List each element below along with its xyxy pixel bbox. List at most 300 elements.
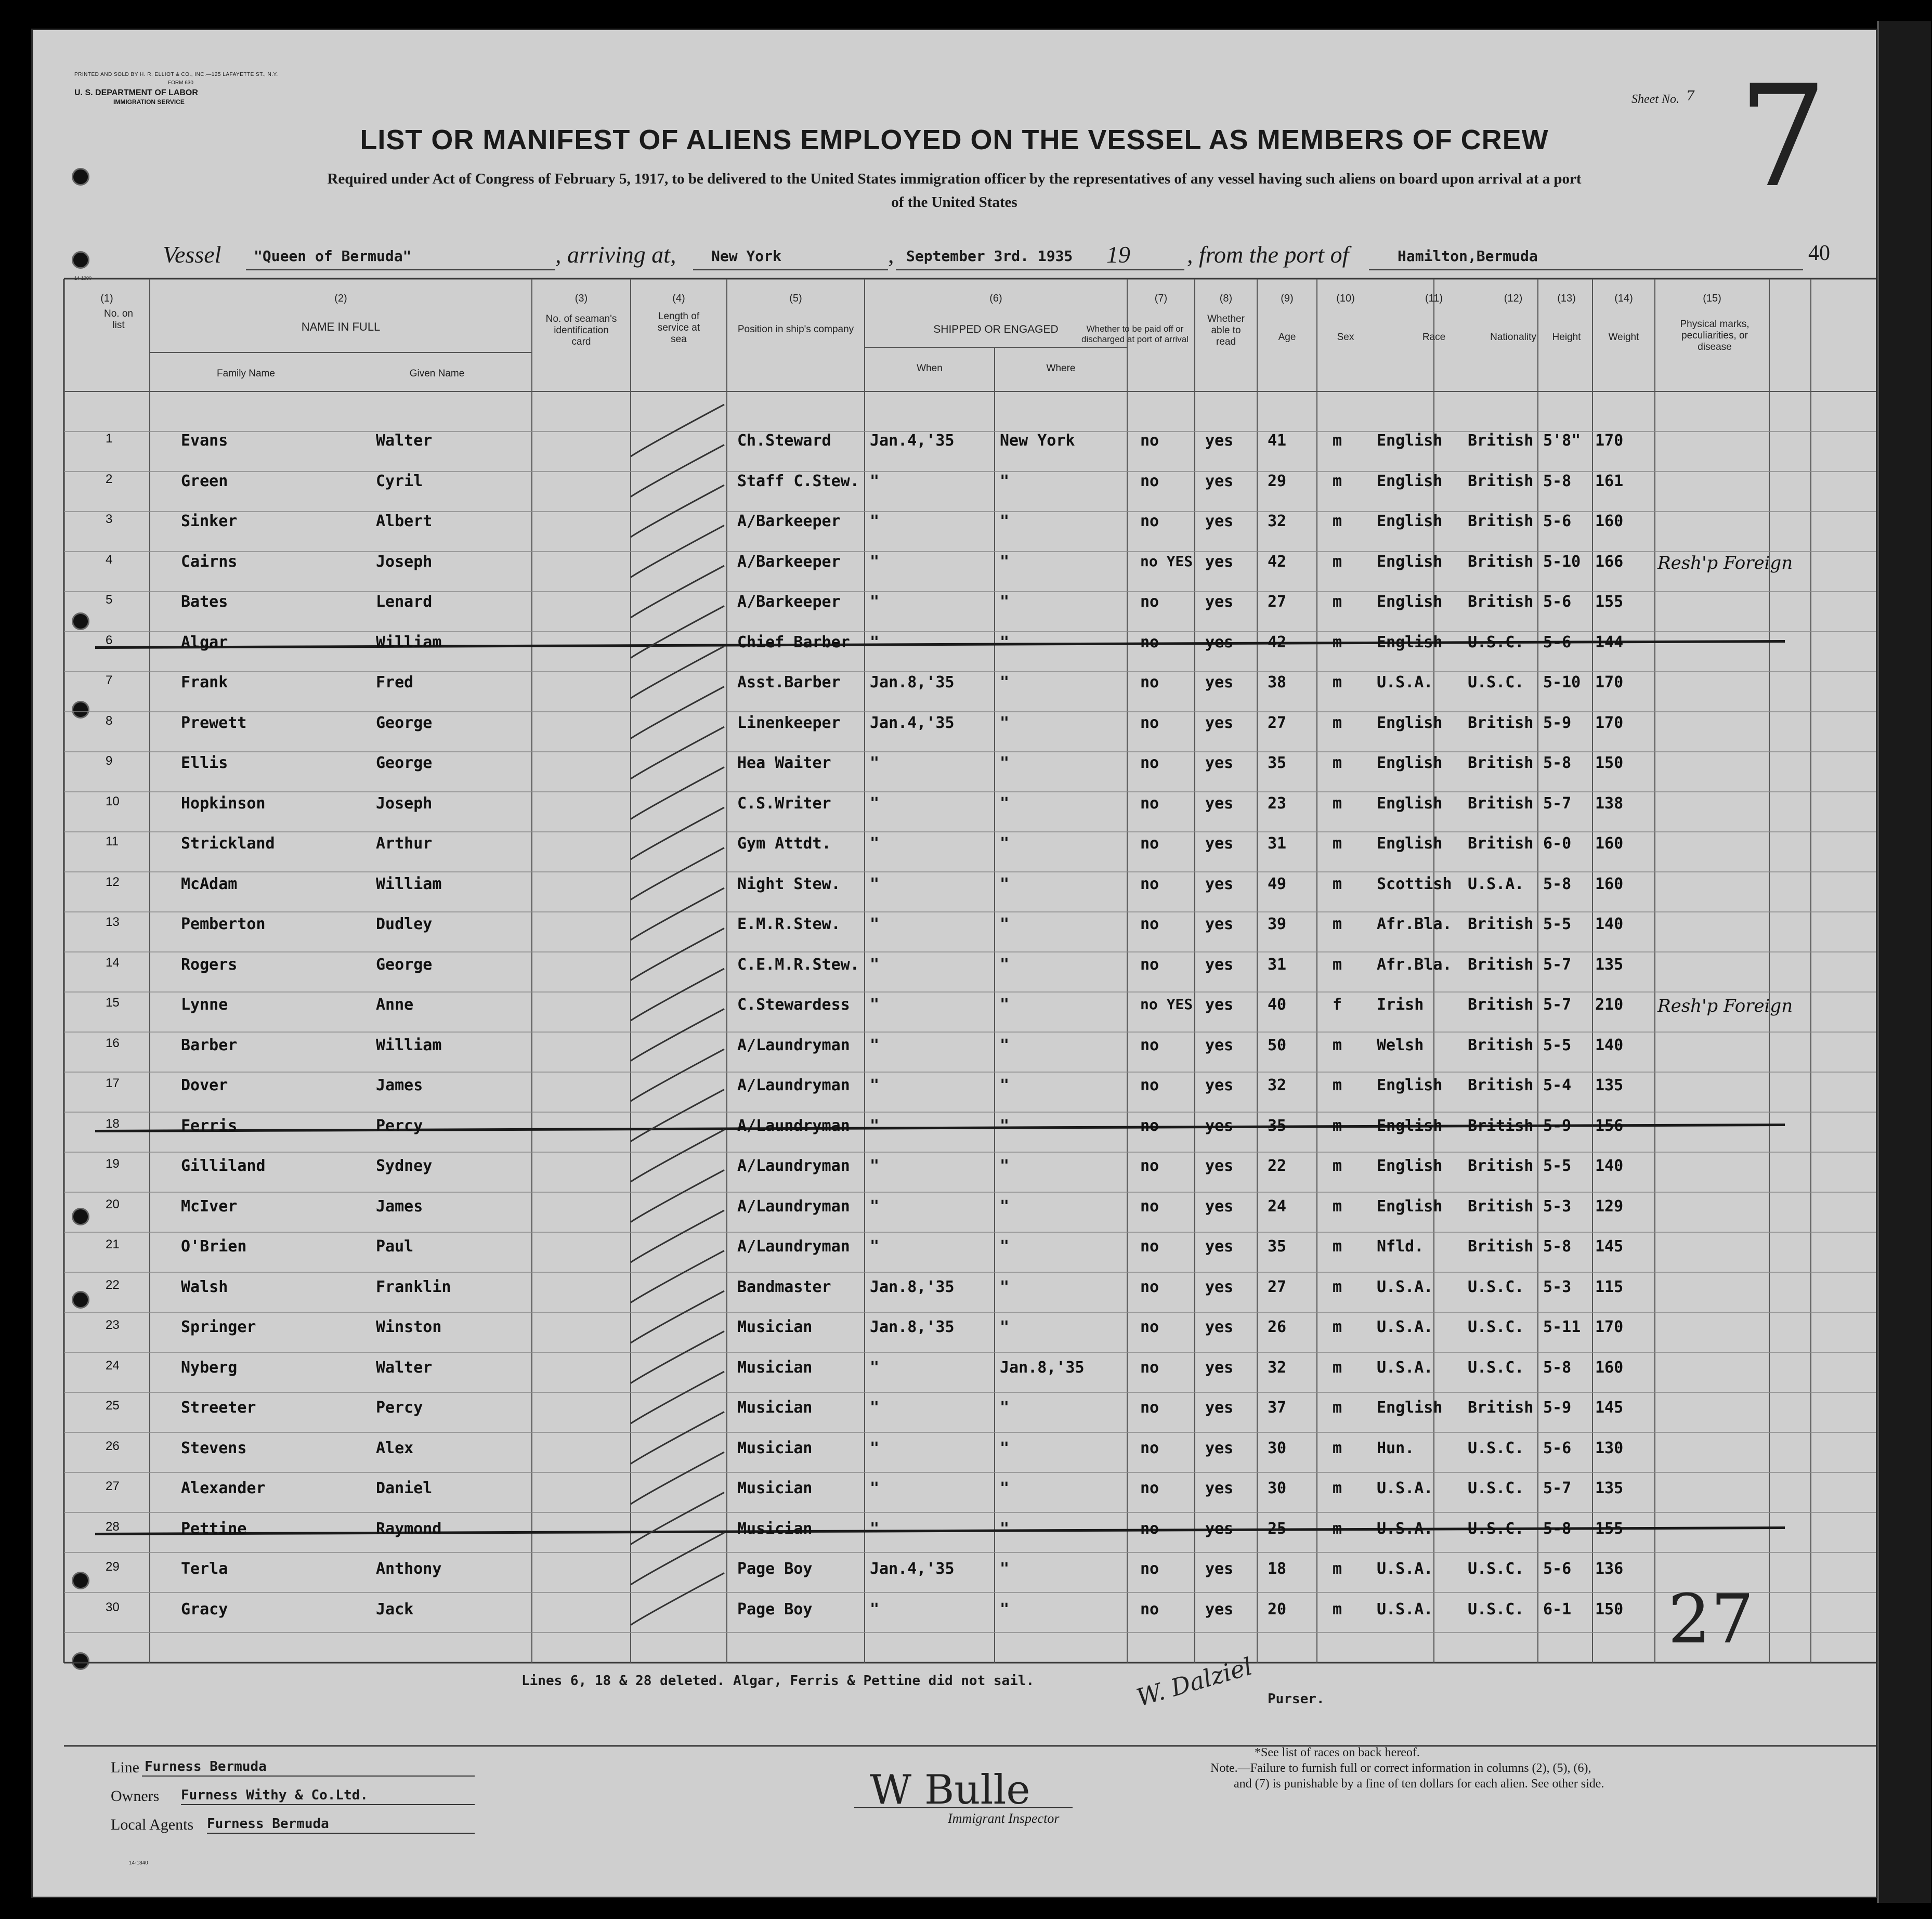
age: 50 <box>1268 1036 1287 1054</box>
race: Afr.Bla. <box>1377 915 1452 933</box>
service-check-mark <box>631 1573 724 1625</box>
height: 5-10 <box>1543 552 1581 571</box>
col-5-label: Position in ship's company <box>737 324 854 335</box>
shipped-where: " <box>1000 754 1010 772</box>
shipped-when: " <box>870 1519 880 1538</box>
weight: 138 <box>1595 794 1624 813</box>
weight: 170 <box>1595 673 1624 691</box>
height: 5-8 <box>1543 472 1572 490</box>
race: U.S.A. <box>1377 1277 1433 1296</box>
col-2-number: (2) <box>334 293 347 304</box>
able-to-read: yes <box>1205 552 1234 571</box>
nationality: U.S.C. <box>1468 673 1524 691</box>
paid-off: no <box>1140 432 1159 450</box>
able-to-read: yes <box>1205 1318 1234 1336</box>
given-name: James <box>376 1197 423 1216</box>
age: 26 <box>1268 1318 1287 1336</box>
service-check-mark <box>631 1533 724 1585</box>
shipped-where: " <box>1000 1076 1010 1094</box>
nationality: British <box>1468 1197 1534 1216</box>
family-name: Pettine <box>181 1519 247 1538</box>
family-name: Gracy <box>181 1600 228 1618</box>
weight: 115 <box>1595 1277 1624 1296</box>
col-2-label: NAME IN FULL <box>301 320 381 333</box>
paid-off: no YES <box>1140 996 1193 1013</box>
family-name: Lynne <box>181 996 228 1014</box>
shipped-where: " <box>1000 1197 1010 1216</box>
form-number: FORM 630 <box>168 80 193 86</box>
nationality: British <box>1468 593 1534 611</box>
shipped-where: " <box>1000 593 1010 611</box>
able-to-read: yes <box>1205 1277 1234 1296</box>
col-9-label: Age <box>1278 332 1296 343</box>
family-name: McIver <box>181 1197 238 1216</box>
shipped-where: " <box>1000 633 1010 651</box>
paid-off: no <box>1140 794 1159 813</box>
family-name: Ellis <box>181 754 228 772</box>
shipped-where: Jan.8,'35 <box>1000 1358 1085 1377</box>
nationality: British <box>1468 1157 1534 1175</box>
paid-off: no <box>1140 633 1159 651</box>
height: 5-5 <box>1543 915 1572 933</box>
sex: m <box>1333 1399 1342 1417</box>
paid-off: no <box>1140 1197 1159 1216</box>
given-name: Fred <box>376 673 414 691</box>
family-name: Walsh <box>181 1277 228 1296</box>
paid-off: no <box>1140 713 1159 732</box>
shipped-when: Jan.4,'35 <box>870 1560 955 1578</box>
able-to-read: yes <box>1205 1237 1234 1256</box>
given-name: James <box>376 1076 423 1094</box>
service-check-mark <box>631 888 724 940</box>
sex: m <box>1333 633 1342 651</box>
able-to-read: yes <box>1205 794 1234 813</box>
nationality: U.S.A. <box>1468 874 1524 893</box>
service-check-mark <box>631 969 724 1021</box>
col-11-label: Race <box>1422 332 1446 343</box>
able-to-read: yes <box>1205 754 1234 772</box>
service-check-mark <box>631 807 724 859</box>
row-number: 21 <box>106 1237 120 1251</box>
sex: m <box>1333 1036 1342 1054</box>
shipped-when: " <box>870 834 880 853</box>
paid-off: no <box>1140 593 1159 611</box>
position: Musician <box>737 1439 813 1457</box>
able-to-read: yes <box>1205 834 1234 853</box>
col-14-number: (14) <box>1614 293 1633 304</box>
col-13-number: (13) <box>1557 293 1576 304</box>
family-name: Hopkinson <box>181 794 266 813</box>
age: 30 <box>1268 1439 1287 1457</box>
shipped-where: " <box>1000 1560 1010 1578</box>
position: Musician <box>737 1519 813 1538</box>
shipped-when: " <box>870 996 880 1014</box>
race: English <box>1377 472 1443 490</box>
service-check-mark <box>631 1170 724 1222</box>
age: 22 <box>1268 1157 1287 1175</box>
family-name: Springer <box>181 1318 256 1336</box>
row-number: 19 <box>106 1157 120 1171</box>
position: Linenkeeper <box>737 713 841 732</box>
able-to-read: yes <box>1205 1519 1234 1538</box>
able-to-read: yes <box>1205 1076 1234 1094</box>
weight: 140 <box>1595 915 1624 933</box>
subtitle-line-1: Required under Act of Congress of February 5, 1917, to be delivered to the United States immigration officer by the representatives of any vessel having such aliens on board upon arrival at a port <box>327 171 1582 187</box>
service-check-mark <box>631 1412 724 1464</box>
shipped-when: " <box>870 1036 880 1054</box>
owners-value: Furness Withy & Co.Ltd. <box>181 1787 369 1803</box>
paid-off: no <box>1140 673 1159 691</box>
able-to-read: yes <box>1205 1399 1234 1417</box>
sex: m <box>1333 1197 1342 1216</box>
able-to-read: yes <box>1205 1439 1234 1457</box>
height: 5-4 <box>1543 1076 1572 1094</box>
service-check-mark <box>631 445 724 497</box>
vessel-label: Vessel <box>163 241 221 268</box>
row-number: 28 <box>106 1519 120 1534</box>
height: 5-11 <box>1543 1318 1581 1336</box>
row-number: 25 <box>106 1399 120 1413</box>
row-number: 15 <box>106 996 120 1010</box>
height: 5-6 <box>1543 512 1572 530</box>
able-to-read: yes <box>1205 1358 1234 1377</box>
sex: m <box>1333 874 1342 893</box>
position: Bandmaster <box>737 1277 831 1296</box>
sex: m <box>1333 472 1342 490</box>
age: 49 <box>1268 874 1287 893</box>
sex: m <box>1333 512 1342 530</box>
shipped-where: " <box>1000 512 1010 530</box>
able-to-read: yes <box>1205 1479 1234 1497</box>
age: 32 <box>1268 512 1287 530</box>
race: Afr.Bla. <box>1377 955 1452 974</box>
col-6-when: When <box>917 363 943 374</box>
shipped-when: " <box>870 955 880 974</box>
col-6-number: (6) <box>989 293 1002 304</box>
able-to-read: yes <box>1205 1036 1234 1054</box>
shipped-when: " <box>870 874 880 893</box>
shipped-where: " <box>1000 713 1010 732</box>
shipped-when: " <box>870 593 880 611</box>
shipped-where: " <box>1000 955 1010 974</box>
able-to-read: yes <box>1205 1197 1234 1216</box>
sex: m <box>1333 754 1342 772</box>
shipped-when: " <box>870 1157 880 1175</box>
position: A/Barkeeper <box>737 552 841 571</box>
given-name: Joseph <box>376 794 433 813</box>
nationality: British <box>1468 1237 1534 1256</box>
race: English <box>1377 1157 1443 1175</box>
row-number: 22 <box>106 1277 120 1292</box>
sex: m <box>1333 1277 1342 1296</box>
given-name: Anthony <box>376 1560 442 1578</box>
weight: 156 <box>1595 1116 1624 1135</box>
paid-off: no <box>1140 1600 1159 1618</box>
race: English <box>1377 593 1443 611</box>
service-check-mark <box>631 1291 724 1343</box>
weight: 136 <box>1595 1560 1624 1578</box>
given-name: Winston <box>376 1318 442 1336</box>
able-to-read: yes <box>1205 1157 1234 1175</box>
age: 31 <box>1268 955 1287 974</box>
height: 5-7 <box>1543 955 1572 974</box>
height: 5-7 <box>1543 794 1572 813</box>
sex: m <box>1333 593 1342 611</box>
sex: m <box>1333 1318 1342 1336</box>
sex: m <box>1333 1157 1342 1175</box>
sex: m <box>1333 915 1342 933</box>
shipped-where: " <box>1000 1237 1010 1256</box>
given-name: George <box>376 754 433 772</box>
age: 35 <box>1268 754 1287 772</box>
age: 29 <box>1268 472 1287 490</box>
weight: 160 <box>1595 834 1624 853</box>
shipped-when: " <box>870 754 880 772</box>
height: 5-7 <box>1543 1479 1572 1497</box>
paid-off: no <box>1140 1399 1159 1417</box>
sex: m <box>1333 713 1342 732</box>
race: Welsh <box>1377 1036 1424 1054</box>
height: 5-5 <box>1543 1036 1572 1054</box>
race: English <box>1377 1197 1443 1216</box>
shipped-when: " <box>870 472 880 490</box>
height: 5-6 <box>1543 633 1572 651</box>
shipped-where: " <box>1000 915 1010 933</box>
sex: m <box>1333 1358 1342 1377</box>
age: 30 <box>1268 1479 1287 1497</box>
family-name: O'Brien <box>181 1237 247 1256</box>
service-check-mark <box>631 646 724 698</box>
weight: 155 <box>1595 593 1624 611</box>
given-name: Cyril <box>376 472 423 490</box>
race: Irish <box>1377 996 1424 1014</box>
race: English <box>1377 1076 1443 1094</box>
position: Hea Waiter <box>737 754 831 772</box>
race: English <box>1377 794 1443 813</box>
sheet-label: Sheet No. <box>1631 93 1679 106</box>
row-number: 2 <box>106 472 113 486</box>
given-name: Joseph <box>376 552 433 571</box>
col-9-number: (9) <box>1281 293 1294 304</box>
row-number: 6 <box>106 633 113 647</box>
deleted-row-strike <box>95 642 1785 648</box>
given-name: Walter <box>376 432 433 450</box>
shipped-when: Jan.8,'35 <box>870 1277 955 1296</box>
paid-off: no <box>1140 1519 1159 1538</box>
height: 5-6 <box>1543 1439 1572 1457</box>
nationality: U.S.C. <box>1468 1560 1524 1578</box>
weight: 135 <box>1595 1479 1624 1497</box>
family-name: Frank <box>181 673 228 691</box>
sex: m <box>1333 1439 1342 1457</box>
row-number: 4 <box>106 552 113 567</box>
shipped-when: " <box>870 552 880 571</box>
col-12-number: (12) <box>1504 293 1523 304</box>
shipped-where: " <box>1000 794 1010 813</box>
col-15-number: (15) <box>1703 293 1721 304</box>
race: English <box>1377 512 1443 530</box>
row-number: 30 <box>106 1600 120 1614</box>
given-name: Sydney <box>376 1157 433 1175</box>
nationality: British <box>1468 512 1534 530</box>
weight: 150 <box>1595 754 1624 772</box>
height: 5-3 <box>1543 1277 1572 1296</box>
shipped-where: " <box>1000 834 1010 853</box>
service-check-mark <box>631 848 724 900</box>
position: A/Laundryman <box>737 1237 850 1256</box>
age: 20 <box>1268 1600 1287 1618</box>
col-4-label: Length of service at sea <box>657 311 700 345</box>
race: English <box>1377 1399 1443 1417</box>
weight: 145 <box>1595 1399 1624 1417</box>
row-number: 1 <box>106 432 113 446</box>
row-number: 5 <box>106 593 113 607</box>
position: A/Laundryman <box>737 1036 850 1054</box>
race: U.S.A. <box>1377 1560 1433 1578</box>
col-11-number: (11) <box>1425 293 1443 304</box>
shipped-when: " <box>870 794 880 813</box>
service: IMMIGRATION SERVICE <box>113 98 185 106</box>
race: U.S.A. <box>1377 1318 1433 1336</box>
col-6-where: Where <box>1046 363 1076 374</box>
sex: m <box>1333 1600 1342 1618</box>
deleted-lines-note: Lines 6, 18 & 28 deleted. Algar, Ferris & Pettine did not sail. <box>521 1673 1035 1689</box>
given-name: Walter <box>376 1358 433 1377</box>
given-name: William <box>376 1036 442 1054</box>
height: 5-9 <box>1543 1399 1572 1417</box>
age: 35 <box>1268 1116 1287 1135</box>
service-check-mark <box>631 1210 724 1262</box>
shipped-where: " <box>1000 1439 1010 1457</box>
race: English <box>1377 834 1443 853</box>
shipped-when: " <box>870 1197 880 1216</box>
height: 5-6 <box>1543 1560 1572 1578</box>
row-number: 8 <box>106 713 113 728</box>
weight: 170 <box>1595 1318 1624 1336</box>
age: 27 <box>1268 593 1287 611</box>
shipped-when: Jan.4,'35 <box>870 432 955 450</box>
position: C.E.M.R.Stew. <box>737 955 859 974</box>
able-to-read: yes <box>1205 472 1234 490</box>
height: 5-9 <box>1543 1116 1572 1135</box>
position: Musician <box>737 1479 813 1497</box>
fine-note-1: Note.—Failure to furnish full or correct information in columns (2), (5), (6), <box>1210 1761 1591 1775</box>
height: 5-8 <box>1543 874 1572 893</box>
printer-line: PRINTED AND SOLD BY H. R. ELLIOT & CO., INC.—125 LAFAYETTE ST., N.Y. <box>74 72 278 77</box>
nationality: U.S.C. <box>1468 633 1524 651</box>
owners-label: Owners <box>111 1787 160 1805</box>
purser-label: Purser. <box>1268 1691 1325 1707</box>
agents-label: Local Agents <box>111 1816 194 1833</box>
given-name: George <box>376 713 433 732</box>
page-number: 40 <box>1808 241 1830 265</box>
weight: 144 <box>1595 633 1624 651</box>
position: C.Stewardess <box>737 996 850 1014</box>
race: English <box>1377 552 1443 571</box>
nationality: British <box>1468 794 1534 813</box>
able-to-read: yes <box>1205 432 1234 450</box>
row-number: 16 <box>106 1036 120 1050</box>
height: 5'8" <box>1543 432 1581 450</box>
shipped-when: " <box>870 1479 880 1497</box>
age: 32 <box>1268 1076 1287 1094</box>
shipped-where: " <box>1000 1036 1010 1054</box>
col-1-number: (1) <box>100 293 113 304</box>
able-to-read: yes <box>1205 1116 1234 1135</box>
able-to-read: yes <box>1205 512 1234 530</box>
line-value: Furness Bermuda <box>145 1759 267 1774</box>
row-number: 11 <box>106 834 119 848</box>
paid-off: no <box>1140 1277 1159 1296</box>
nationality: British <box>1468 915 1534 933</box>
count-mark: 27 <box>1668 1579 1754 1659</box>
sex: m <box>1333 673 1342 691</box>
family-name: Strickland <box>181 834 275 853</box>
shipped-where: " <box>1000 552 1010 571</box>
weight: 129 <box>1595 1197 1624 1216</box>
age: 25 <box>1268 1519 1287 1538</box>
position: E.M.R.Stew. <box>737 915 841 933</box>
service-check-mark <box>631 727 724 779</box>
inspector-label: Immigrant Inspector <box>948 1811 1060 1826</box>
family-name: Ferris <box>181 1116 238 1135</box>
col-10-label: Sex <box>1337 332 1354 343</box>
purser-signature: W. Dalziel <box>1133 1652 1256 1712</box>
line-label: Line <box>111 1759 139 1776</box>
weight: 140 <box>1595 1036 1624 1054</box>
paid-off: no <box>1140 754 1159 772</box>
position: Page Boy <box>737 1600 813 1618</box>
age: 38 <box>1268 673 1287 691</box>
given-name: Franklin <box>376 1277 451 1296</box>
shipped-where: " <box>1000 996 1010 1014</box>
shipped-when: " <box>870 1439 880 1457</box>
nationality: U.S.C. <box>1468 1519 1524 1538</box>
nationality: British <box>1468 552 1534 571</box>
nationality: U.S.C. <box>1468 1358 1524 1377</box>
height: 5-3 <box>1543 1197 1572 1216</box>
row-number: 7 <box>106 673 113 687</box>
able-to-read: yes <box>1205 593 1234 611</box>
able-to-read: yes <box>1205 1560 1234 1578</box>
shipped-where: " <box>1000 1116 1010 1135</box>
position: Asst.Barber <box>737 673 841 691</box>
weight: 160 <box>1595 1358 1624 1377</box>
col-7-number: (7) <box>1154 293 1168 304</box>
weight: 161 <box>1595 472 1624 490</box>
height: 5-8 <box>1543 1237 1572 1256</box>
given-name: Lenard <box>376 593 433 611</box>
sex: m <box>1333 794 1342 813</box>
family-name: Pemberton <box>181 915 266 933</box>
family-name: Gilliland <box>181 1157 266 1175</box>
race: U.S.A. <box>1377 673 1433 691</box>
service-check-mark <box>631 1251 724 1303</box>
service-check-mark <box>631 1452 724 1504</box>
age: 23 <box>1268 794 1287 813</box>
family-name: Streeter <box>181 1399 256 1417</box>
shipped-where: " <box>1000 874 1010 893</box>
paid-off: no <box>1140 1560 1159 1578</box>
age: 27 <box>1268 1277 1287 1296</box>
shipped-where: " <box>1000 1600 1010 1618</box>
row-number: 10 <box>106 794 120 808</box>
row-number: 9 <box>106 754 113 768</box>
paid-off: no <box>1140 1076 1159 1094</box>
family-name: McAdam <box>181 874 238 893</box>
height: 6-0 <box>1543 834 1572 853</box>
from-port-label: , from the port of <box>1187 241 1349 268</box>
